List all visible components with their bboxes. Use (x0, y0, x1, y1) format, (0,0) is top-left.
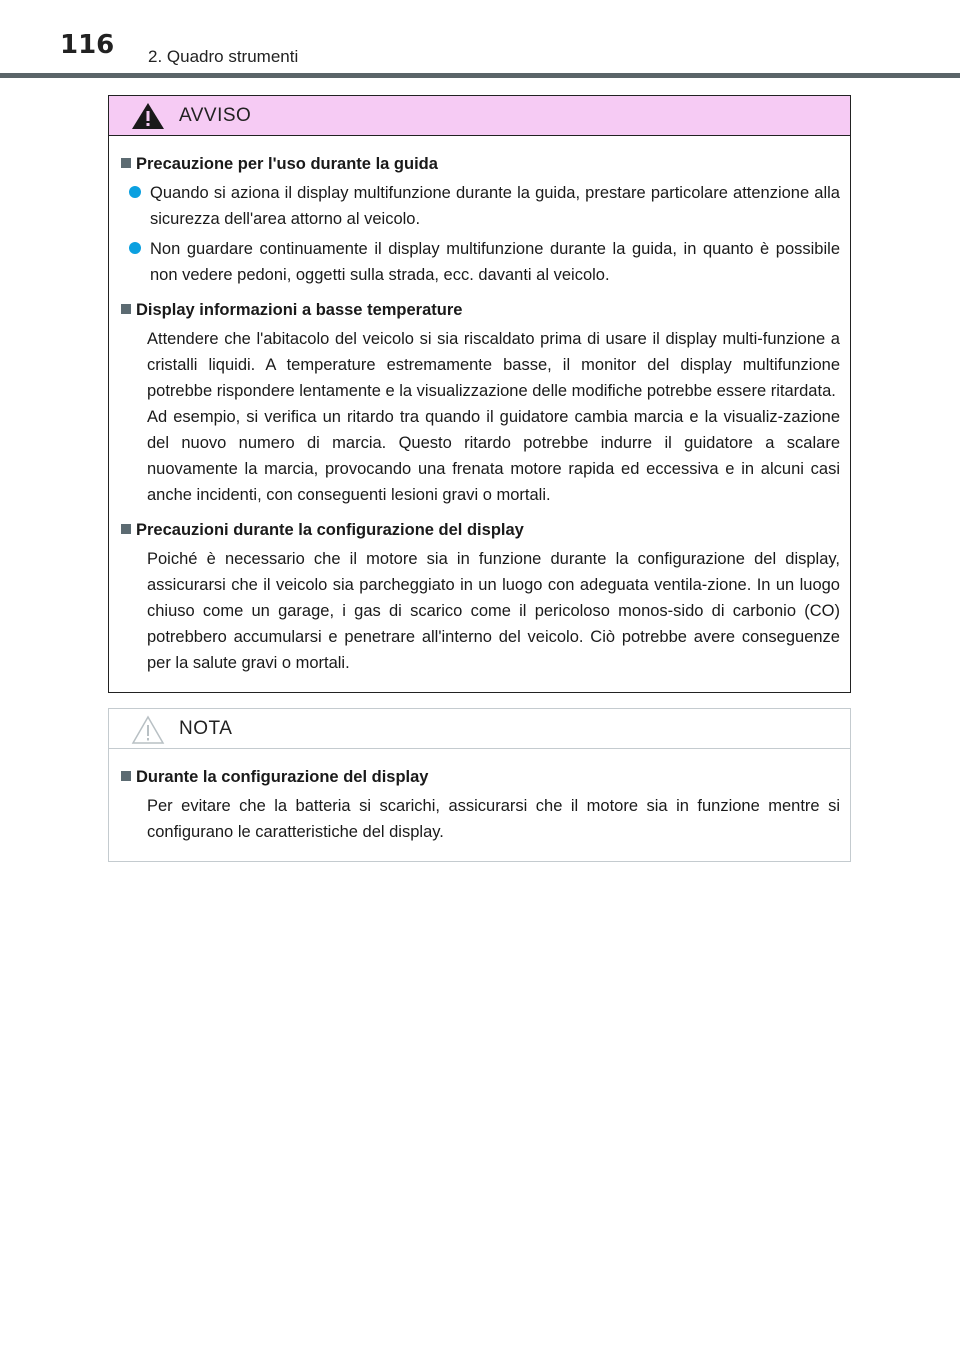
square-bullet-icon (121, 158, 131, 168)
bullet-text: Quando si aziona il display multifunzione durante la guida, prestare particolare attenzione alla sicurezza dell'area attorno al veicolo. (150, 184, 840, 228)
warning-body (109, 136, 850, 676)
header-divider (0, 73, 960, 78)
section-heading (121, 298, 840, 322)
square-bullet-icon (121, 524, 131, 534)
circle-bullet-icon (129, 242, 141, 254)
notice-body (109, 749, 850, 845)
bullet-item (121, 180, 840, 232)
warning-box (108, 95, 851, 693)
warning-section (121, 298, 840, 508)
page-header (0, 0, 960, 80)
square-bullet-icon (121, 771, 131, 781)
caution-outline-triangle-icon (131, 715, 165, 745)
warning-section (121, 152, 840, 288)
notice-section (121, 765, 840, 845)
circle-bullet-icon (129, 186, 141, 198)
notice-box (108, 708, 851, 862)
notice-box-header (109, 709, 850, 749)
paragraph-text: Ad esempio, si verifica un ritardo tra quando il guidatore cambia marcia e la visualiz-zazione del nuovo numero di marcia. Questo ritardo potrebbe indurre il guidatore a scalare nuovamente la marcia, provocando una frenata motore rapida ed eccessiva e in alcuni casi anche incidenti, con conseguenti lesioni gravi o mortali. (147, 408, 840, 504)
section-heading-text: Display informazioni a basse temperature (136, 301, 463, 319)
chapter-title: 2. Quadro strumenti (148, 47, 299, 66)
section-heading (121, 518, 840, 542)
paragraph: Per evitare che la batteria si scarichi, assicurarsi che il motore sia in funzione mentre si configurano le caratteristiche del display. (147, 797, 840, 841)
warning-box-header (109, 96, 850, 136)
warning-title: AVVISO (179, 105, 252, 126)
section-heading (121, 765, 840, 789)
page-number: 116 (60, 30, 115, 60)
paragraph (121, 326, 840, 508)
paragraph: Poiché è necessario che il motore sia in funzione durante la configurazione del display, assicurarsi che il veicolo sia parcheggiato in un luogo con adeguata ventila-zione. In un luogo chiuso come un garage, i gas di scarico come il pericoloso monos-sido di carbonio (CO) potrebbero accumularsi e penetrare all'interno del veicolo. Ciò potrebbe avere conseguenze per la salute gravi o mortali. (147, 550, 840, 672)
section-heading-text: Precauzione per l'uso durante la guida (136, 155, 438, 173)
warning-section (121, 518, 840, 676)
warning-triangle-icon (131, 102, 165, 130)
paragraph-text: Attendere che l'abitacolo del veicolo si sia riscaldato prima di usare il display multi-funzione a cristalli liquidi. A temperature estremamente basse, il monitor del display multifunzione potrebbe rispondere lentamente e la visualizzazione delle modifiche potrebbe essere ritardata. (147, 330, 840, 400)
section-heading-text: Durante la configurazione del display (136, 768, 429, 786)
bullet-text: Non guardare continuamente il display multifunzione durante la guida, in quanto è possibile non vedere pedoni, oggetti sulla strada, ecc. davanti al veicolo. (150, 240, 840, 284)
section-heading-text: Precauzioni durante la configurazione del display (136, 521, 524, 539)
bullet-item (121, 236, 840, 288)
square-bullet-icon (121, 304, 131, 314)
notice-title: NOTA (179, 718, 233, 739)
section-heading (121, 152, 840, 176)
